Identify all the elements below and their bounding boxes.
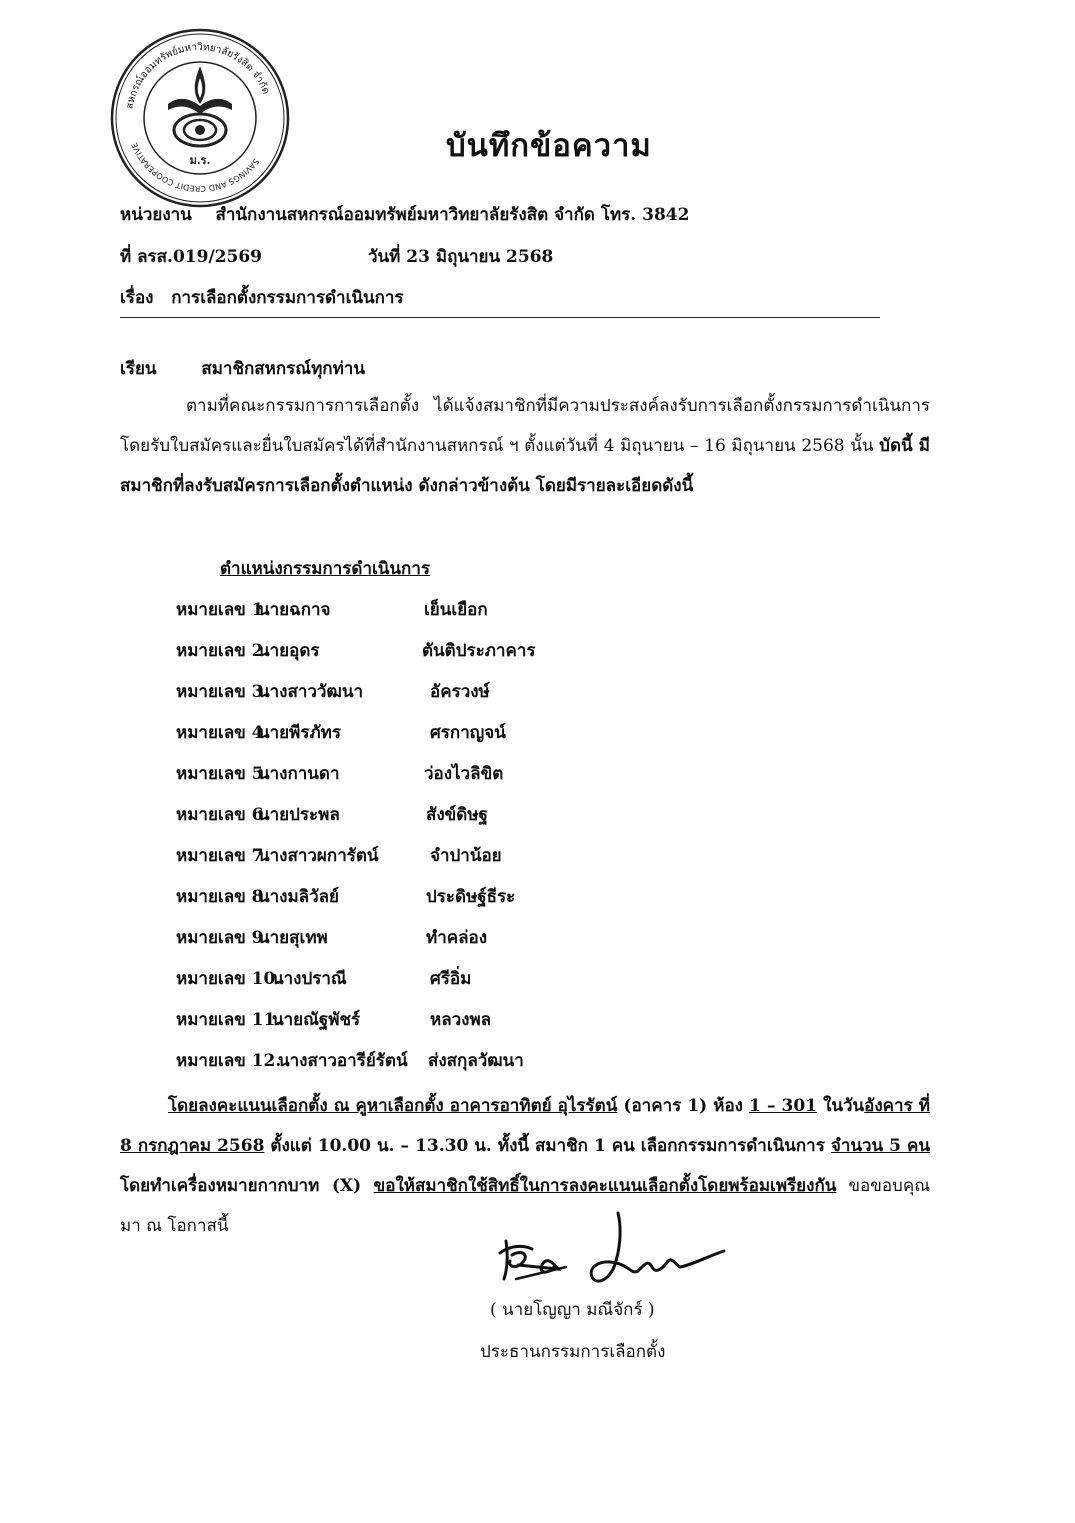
candidate-first-name: นางสาวอารีย์รัตน์ — [278, 1051, 408, 1071]
voting-rule: ทั้งนี้ สมาชิก 1 คน เลือกกรรมการดำเนินการ — [497, 1136, 831, 1156]
candidate-number: หมายเลข 1. — [176, 600, 270, 620]
candidate-first-name: นางกานดา — [258, 764, 340, 784]
candidate-number: หมายเลข 6. — [176, 805, 270, 825]
signatory-position: ประธานกรรมการเลือกตั้ง — [480, 1342, 666, 1362]
candidate-first-name: นางมลิวัลย์ — [258, 887, 340, 907]
seal-emblem-icon — [108, 26, 292, 210]
candidate-number: หมายเลข 7. — [176, 846, 270, 866]
voting-request: ขอให้สมาชิกใช้สิทธิ์ในการลงคะแนนเลือกตั้งโดยพร้อมเพรียงกัน — [373, 1176, 837, 1196]
signatory-name: ( นายโญญา มณีจักร์ ) — [490, 1300, 655, 1320]
candidate-last-name: หลวงพล — [430, 1010, 492, 1030]
candidate-number: หมายเลข 9. — [176, 928, 270, 948]
header-divider — [120, 317, 880, 318]
svg-text:SAVINGS AND CREDIT COOPERATIVE: SAVINGS AND CREDIT COOPERATIVE — [129, 141, 261, 194]
salutation-line — [120, 355, 365, 382]
announcement-text: ตามที่คณะกรรมการการเลือกตั้ง ได้แจ้งสมาชิกที่มีความประสงค์ลงรับการเลือกตั้งกรรมการดำเนินการ โดยรับใบสมัครและยื่นใบสมัครได้ที่สำนักงานสหกรณ์ ฯ ตั้งแต่วันที่ 4 มิถุนายน – 16 มิถุนายน 2568 นั้น — [120, 396, 930, 456]
candidate-first-name: นายฉกาจ — [258, 600, 331, 620]
voting-location: โดยลงคะแนนเลือกตั้ง ณ คูหาเลือกตั้ง อาคารอาทิตย์ อุไรรัตน์ — [168, 1096, 618, 1116]
section-title: ตำแหน่งกรรมการดำเนินการ — [220, 559, 431, 579]
subject-line — [120, 284, 404, 311]
subject-value: การเลือกตั้งกรรมการดำเนินการ — [171, 288, 404, 308]
candidate-last-name: ทำคล่อง — [426, 928, 488, 948]
candidate-first-name: นายพีรภัทร — [258, 723, 342, 743]
voting-date: อังคาร ที่ 8 กรกฎาคม 2568 — [120, 1096, 931, 1156]
announcement-bold-text: บัดนี้ มีสมาชิกที่ลงรับสมัครการเลือกตั้งตำแหน่ง ดังกล่าวข้างต้น โดยมีรายละเอียดดังนี้ — [120, 436, 931, 496]
voting-room: 1 – 301 — [749, 1096, 817, 1116]
candidate-last-name: สังข์ดิษฐ — [426, 805, 488, 825]
candidate-last-name: ประดิษฐ์ธีระ — [426, 887, 516, 907]
candidate-last-name: ส่งสกุลวัฒนา — [428, 1051, 524, 1071]
voting-time: ตั้งแต่ 10.00 น. – 13.30 น. — [264, 1136, 498, 1156]
subject-label: เรื่อง — [120, 288, 154, 308]
memo-title: บันทึกข้อความ — [446, 128, 652, 164]
candidate-last-name: ศรีอิ่ม — [430, 969, 472, 989]
candidate-last-name: ว่องไวลิขิต — [424, 764, 504, 784]
candidate-first-name: นางสาววัฒนา — [258, 682, 364, 702]
salutation-label: เรียน — [120, 359, 157, 379]
voting-building-note: (อาคาร 1) ห้อง — [617, 1096, 750, 1116]
candidate-first-name: นายอุดร — [258, 641, 320, 661]
handwritten-signature — [488, 1205, 748, 1295]
candidate-last-name: เย็นเยือก — [424, 600, 488, 620]
candidate-first-name: นายณัฐพัชร์ — [272, 1010, 361, 1030]
svg-text:ม.ร.: ม.ร. — [189, 154, 211, 167]
candidate-number: หมายเลข 11. — [176, 1010, 282, 1030]
svg-text:สหกรณ์ออมทรัพย์มหาวิทยาลัยรังส: สหกรณ์ออมทรัพย์มหาวิทยาลัยรังสิต จำกัด — [124, 41, 272, 110]
candidate-number: หมายเลข 10. — [176, 969, 282, 989]
candidate-number: หมายเลข 4. — [176, 723, 270, 743]
candidate-number: หมายเลข 12. — [176, 1051, 282, 1071]
candidate-first-name: นางสาวผการัตน์ — [258, 846, 379, 866]
candidate-number: หมายเลข 5. — [176, 764, 270, 784]
candidate-number: หมายเลข 8. — [176, 887, 270, 907]
candidate-last-name: จำปาน้อย — [430, 846, 502, 866]
reference-number: ที่ ลรส.019/2569 — [120, 247, 262, 267]
memo-date: วันที่ 23 มิถุนายน 2568 — [368, 247, 554, 267]
candidate-last-name: อัครวงษ์ — [430, 682, 490, 702]
agency-line — [120, 201, 689, 228]
agency-label: หน่วยงาน — [120, 205, 192, 225]
candidate-last-name: ตันติประภาคาร — [422, 641, 536, 661]
voting-mark-instruction: โดยทำเครื่องหมายกากบาท (X) — [120, 1176, 374, 1196]
candidate-last-name: ศรกาญจน์ — [430, 723, 506, 743]
candidate-first-name: นายประพล — [258, 805, 340, 825]
announcement-paragraph — [120, 386, 930, 506]
candidate-first-name: นางปราณี — [272, 969, 347, 989]
cooperative-seal — [108, 26, 292, 210]
candidate-number: หมายเลข 2. — [176, 641, 270, 661]
candidate-first-name: นายสุเทพ — [258, 928, 328, 948]
closing-thanks: ขอขอบคุณมา ณ โอกาสนี้ — [120, 1176, 930, 1236]
salutation-value: สมาชิกสหกรณ์ทุกท่าน — [201, 359, 365, 379]
candidate-number: หมายเลข 3. — [176, 682, 270, 702]
voting-day-prefix: ในวัน — [817, 1096, 865, 1116]
voting-count: จำนวน 5 คน — [830, 1136, 931, 1156]
agency-value: สำนักงานสหกรณ์ออมทรัพย์มหาวิทยาลัยรังสิต จำกัด โทร. 3842 — [215, 205, 690, 225]
